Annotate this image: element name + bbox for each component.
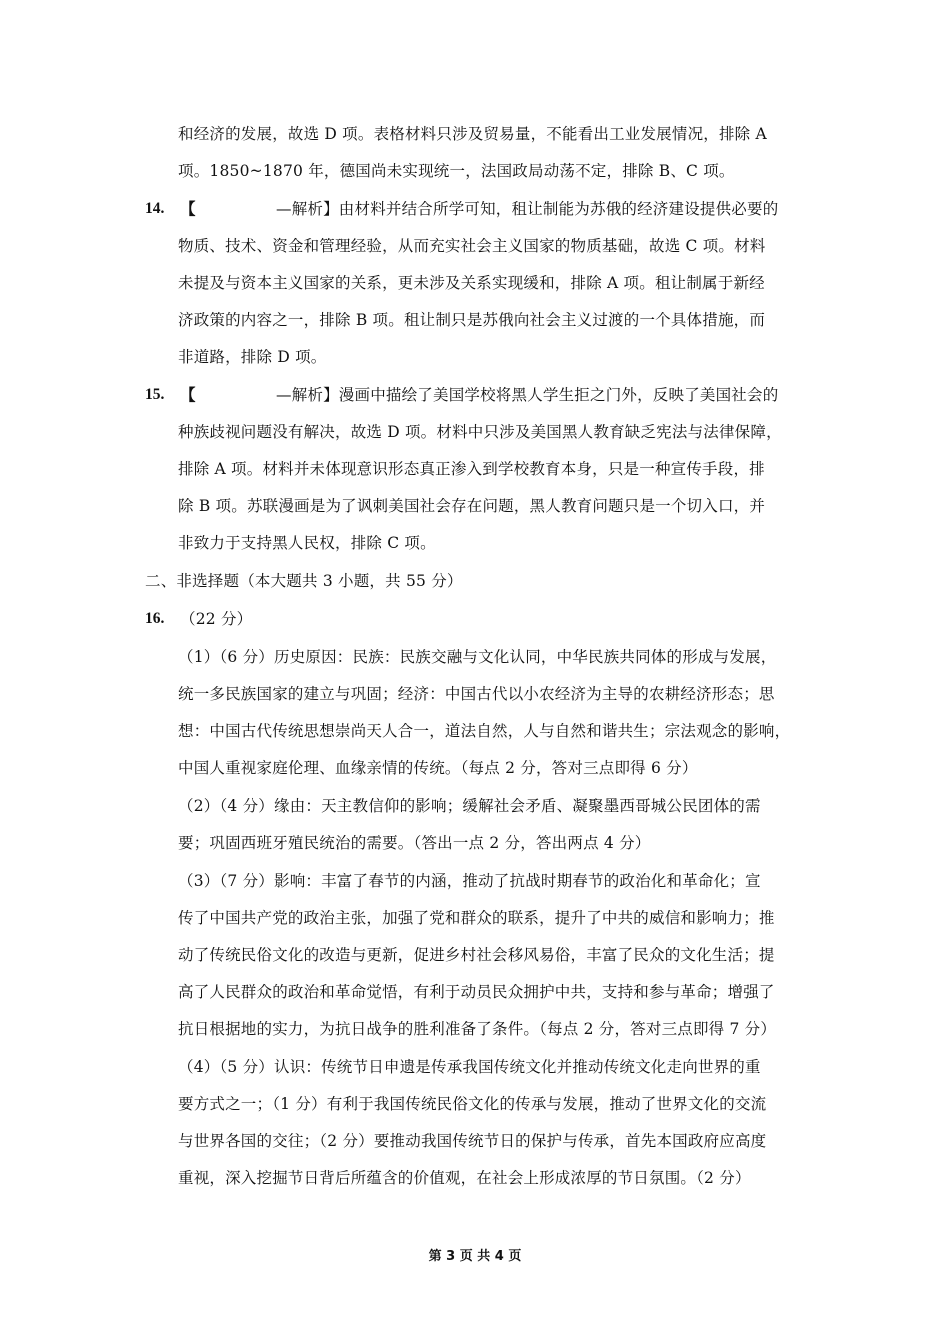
q13-line-1: 和经济的发展，故选 D 项。表格材料只涉及贸易量，不能看出工业发展情况，排除 A xyxy=(178,125,767,143)
q16-part1-line-3: 想：中国古代传统思想崇尚天人合一，道法自然，人与自然和谐共生；宗法观念的影响， xyxy=(178,722,791,740)
q15-line-2: 种族歧视问题没有解决，故选 D 项。材料中只涉及美国黑人教育缺乏宪法与法律保障， xyxy=(178,423,782,441)
q16-part4-line-3: 与世界各国的交往；（2 分）要推动我国传统节日的保护与传承，首先本国政府应高度 xyxy=(178,1132,767,1150)
q16-part3-line-1: （3）（7 分）影响：丰富了春节的内涵，推动了抗战时期春节的政治化和革命化；宣 xyxy=(178,872,761,890)
q14-line-1: —解析】由材料并结合所学可知，租让制能为苏俄的经济建设提供必要的 xyxy=(276,200,779,218)
q14-line-2: 物质、技术、资金和管理经验，从而充实社会主义国家的物质基础，故选 C 项。材料 xyxy=(178,237,766,255)
q16-part3-line-5: 抗日根据地的实力，为抗日战争的胜利准备了条件。（每点 2 分，答对三点即得 7 分） xyxy=(178,1020,777,1038)
section2-title: 二、非选择题（本大题共 3 小题，共 55 分） xyxy=(145,572,463,590)
q15-open-bracket: 【 xyxy=(180,385,196,404)
q14-line-4: 济政策的内容之一，排除 B 项。租让制只是苏俄向社会主义过渡的一个具体措施，而 xyxy=(178,311,766,329)
q13-line-2: 项。1850~1870 年，德国尚未实现统一，法国政局动荡不定，排除 B、C 项。 xyxy=(178,162,735,180)
q16-part3-line-4: 高了人民群众的政治和革命觉悟，有利于动员民众拥护中共，支持和参与革命；增强了 xyxy=(178,983,775,1001)
q16-part2-line-2: 要；巩固西班牙殖民统治的需要。（答出一点 2 分，答出两点 4 分） xyxy=(178,834,651,852)
q16-part1-line-1: （1）（6 分）历史原因：民族：民族交融与文化认同，中华民族共同体的形成与发展， xyxy=(178,648,777,666)
q16-part3-line-2: 传了中国共产党的政治主张，加强了党和群众的联系，提升了中共的威信和影响力；推 xyxy=(178,909,775,927)
q16-part1-line-2: 统一多民族国家的建立与巩固；经济：中国古代以小农经济为主导的农耕经济形态；思 xyxy=(178,685,775,703)
q15-line-4: 除 B 项。苏联漫画是为了讽刺美国社会存在问题，黑人教育问题只是一个切入口，并 xyxy=(178,497,766,515)
q14-number: 14. xyxy=(145,200,165,217)
q15-line-3: 排除 A 项。材料并未体现意识形态真正渗入到学校教育本身，只是一种宣传手段，排 xyxy=(178,460,765,478)
q14-line-3: 未提及与资本主义国家的关系，更未涉及关系实现缓和，排除 A 项。租让制属于新经 xyxy=(178,274,765,292)
q16-part4-line-1: （4）（5 分）认识：传统节日申遗是传承我国传统文化并推动传统文化走向世界的重 xyxy=(178,1058,761,1076)
q15-line-5: 非致力于支持黑人民权，排除 C 项。 xyxy=(178,534,436,552)
q16-part4-line-2: 要方式之一；（1 分）有利于我国传统民俗文化的传承与发展，推动了世界文化的交流 xyxy=(178,1095,767,1113)
q15-line-1: —解析】漫画中描绘了美国学校将黑人学生拒之门外，反映了美国社会的 xyxy=(276,386,779,404)
q16-number: 16. xyxy=(145,610,165,627)
page-number-footer: 第 3 页 共 4 页 xyxy=(428,1249,522,1264)
q16-part2-line-1: （2）（4 分）缘由：天主教信仰的影响；缓解社会矛盾、凝聚墨西哥城公民团体的需 xyxy=(178,797,761,815)
q16-score: （22 分） xyxy=(180,610,253,628)
q16-part4-line-4: 重视，深入挖掘节日背后所蕴含的价值观，在社会上形成浓厚的节日氛围。（2 分） xyxy=(178,1169,751,1187)
q14-line-5: 非道路，排除 D 项。 xyxy=(178,348,327,366)
q16-part3-line-3: 动了传统民俗文化的改造与更新，促进乡村社会移风易俗，丰富了民众的文化生活；提 xyxy=(178,946,775,964)
q14-open-bracket: 【 xyxy=(180,199,196,218)
q16-part1-line-4: 中国人重视家庭伦理、血缘亲情的传统。（每点 2 分，答对三点即得 6 分） xyxy=(178,759,698,777)
q15-number: 15. xyxy=(145,386,165,403)
